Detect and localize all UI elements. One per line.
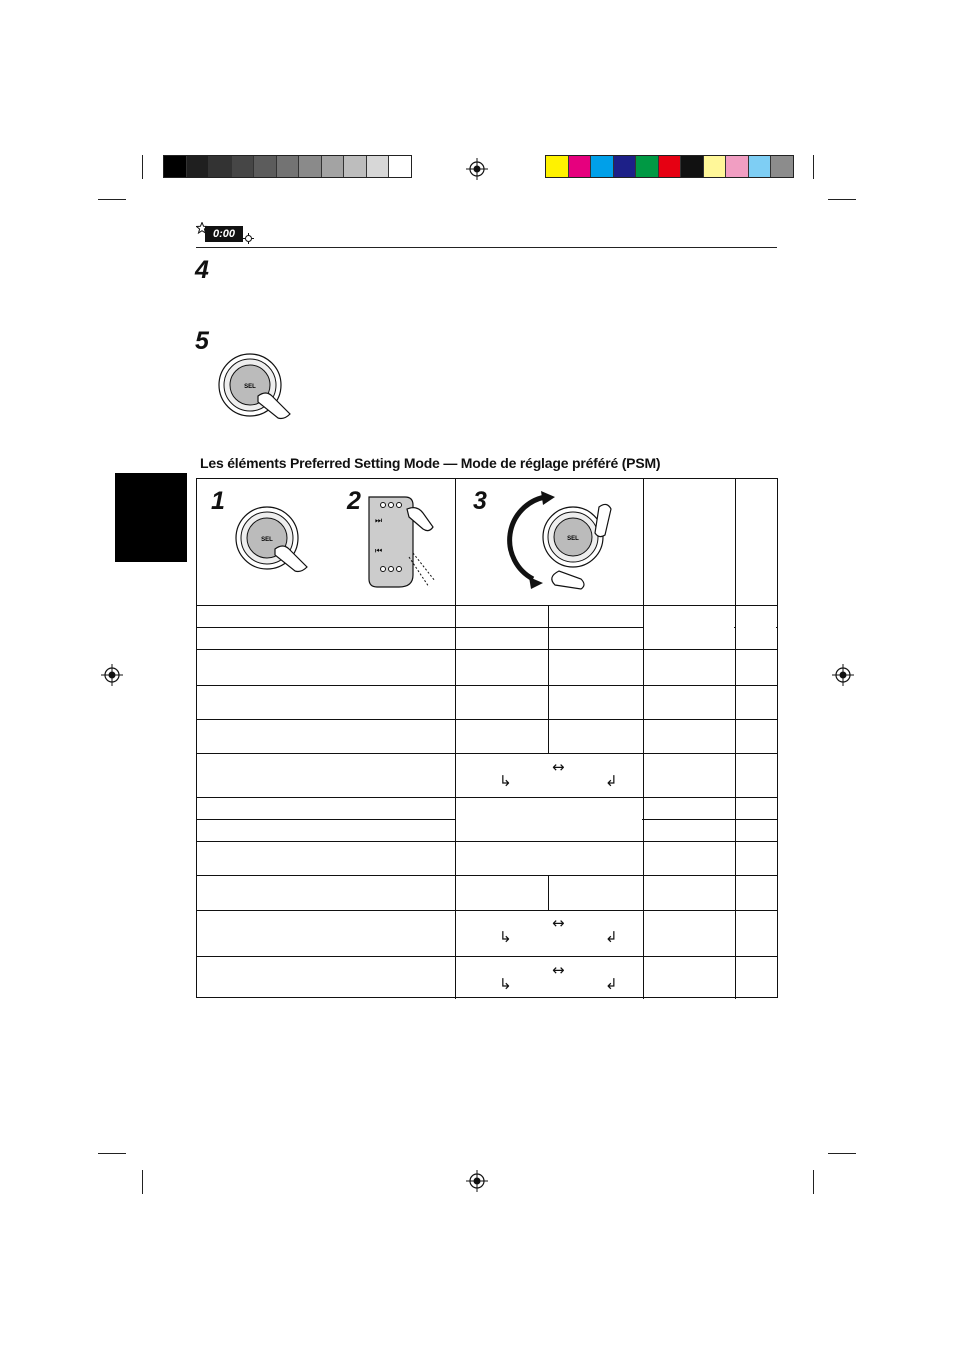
color-swatch: [389, 156, 411, 177]
value-col-divider: [548, 685, 549, 719]
color-swatch: [164, 156, 187, 177]
header-rule: [196, 247, 777, 248]
registration-mark-icon: [466, 158, 488, 180]
color-swatch: [209, 156, 232, 177]
color-swatch: [726, 156, 749, 177]
cycle-arrow-icon: ↔: [552, 758, 565, 776]
row-divider: [197, 875, 777, 876]
sel-knob-press-illustration: [218, 352, 298, 422]
value-col-divider: [548, 649, 549, 685]
color-swatch: [187, 156, 210, 177]
color-swatch: [591, 156, 614, 177]
psm-table: [196, 478, 778, 998]
skip-buttons-illustration: [363, 495, 443, 595]
row-divider: [197, 753, 777, 754]
value-col-divider: [548, 605, 549, 627]
cycle-return-right-icon: ↲: [605, 772, 618, 790]
color-swatch: [636, 156, 659, 177]
color-swatch: [569, 156, 592, 177]
step-number-2: 2: [347, 487, 361, 515]
grayscale-calibration-bar: [163, 155, 412, 178]
color-swatch: [681, 156, 704, 177]
color-swatch: [254, 156, 277, 177]
color-swatch: [749, 156, 772, 177]
step-number-5: 5: [195, 327, 209, 355]
row-divider: [197, 910, 777, 911]
row-divider: [197, 841, 777, 842]
cycle-return-left-icon: ↳: [499, 928, 512, 946]
sel-knob-rotate-illustration: [503, 485, 633, 597]
language-tab: [115, 473, 187, 562]
knob-label: SEL: [567, 536, 579, 542]
merged-cell-mask: [644, 625, 734, 630]
color-swatch: [659, 156, 682, 177]
col-divider: [643, 479, 644, 999]
value-col-divider: [548, 719, 549, 753]
cycle-return-right-icon: ↲: [605, 928, 618, 946]
registration-mark-icon: [466, 1170, 488, 1192]
row-divider: [197, 649, 777, 650]
clock-label: 0:00: [212, 228, 236, 240]
previous-icon: ⏮: [375, 546, 383, 555]
col-divider: [735, 479, 736, 999]
step-number-1: 1: [211, 487, 225, 515]
sel-knob-press-illustration: [235, 505, 315, 575]
crop-mark: [142, 155, 143, 179]
step-number-3: 3: [473, 487, 487, 515]
clock-header: [196, 222, 256, 244]
cycle-arrow-icon: ↔: [552, 914, 565, 932]
crop-mark: [828, 199, 856, 200]
color-swatch: [299, 156, 322, 177]
cycle-return-left-icon: ↳: [499, 772, 512, 790]
merged-cell-mask: [456, 817, 642, 822]
next-icon: ⏭: [375, 516, 383, 525]
value-col-divider: [548, 875, 549, 910]
color-swatch: [232, 156, 255, 177]
row-divider: [197, 797, 777, 798]
row-divider: [197, 719, 777, 720]
crop-mark: [813, 1170, 814, 1194]
crop-mark: [98, 199, 126, 200]
row-divider: [197, 956, 777, 957]
knob-label: SEL: [261, 537, 273, 543]
crop-mark: [813, 155, 814, 179]
color-swatch: [344, 156, 367, 177]
color-calibration-bar: [545, 155, 794, 178]
color-swatch: [546, 156, 569, 177]
value-col-divider: [548, 627, 549, 649]
crop-mark: [828, 1153, 856, 1154]
cycle-arrow-icon: ↔: [552, 961, 565, 979]
col-divider: [455, 479, 456, 999]
color-swatch: [771, 156, 793, 177]
color-swatch: [277, 156, 300, 177]
registration-mark-icon: [101, 664, 123, 686]
color-swatch: [614, 156, 637, 177]
crop-mark: [98, 1153, 126, 1154]
merged-cell-mask: [736, 625, 776, 630]
crop-mark: [142, 1170, 143, 1194]
knob-label: SEL: [244, 384, 256, 390]
section-title: Les éléments Preferred Setting Mode — Mode de réglage préféré (PSM): [200, 455, 661, 471]
clock-display: [205, 226, 243, 242]
color-swatch: [322, 156, 345, 177]
registration-mark-icon: [832, 664, 854, 686]
color-swatch: [704, 156, 727, 177]
color-swatch: [367, 156, 390, 177]
cycle-return-left-icon: ↳: [499, 975, 512, 993]
step-number-4: 4: [195, 256, 209, 284]
row-divider: [197, 685, 777, 686]
gear-icon: [243, 233, 254, 244]
cycle-return-right-icon: ↲: [605, 975, 618, 993]
